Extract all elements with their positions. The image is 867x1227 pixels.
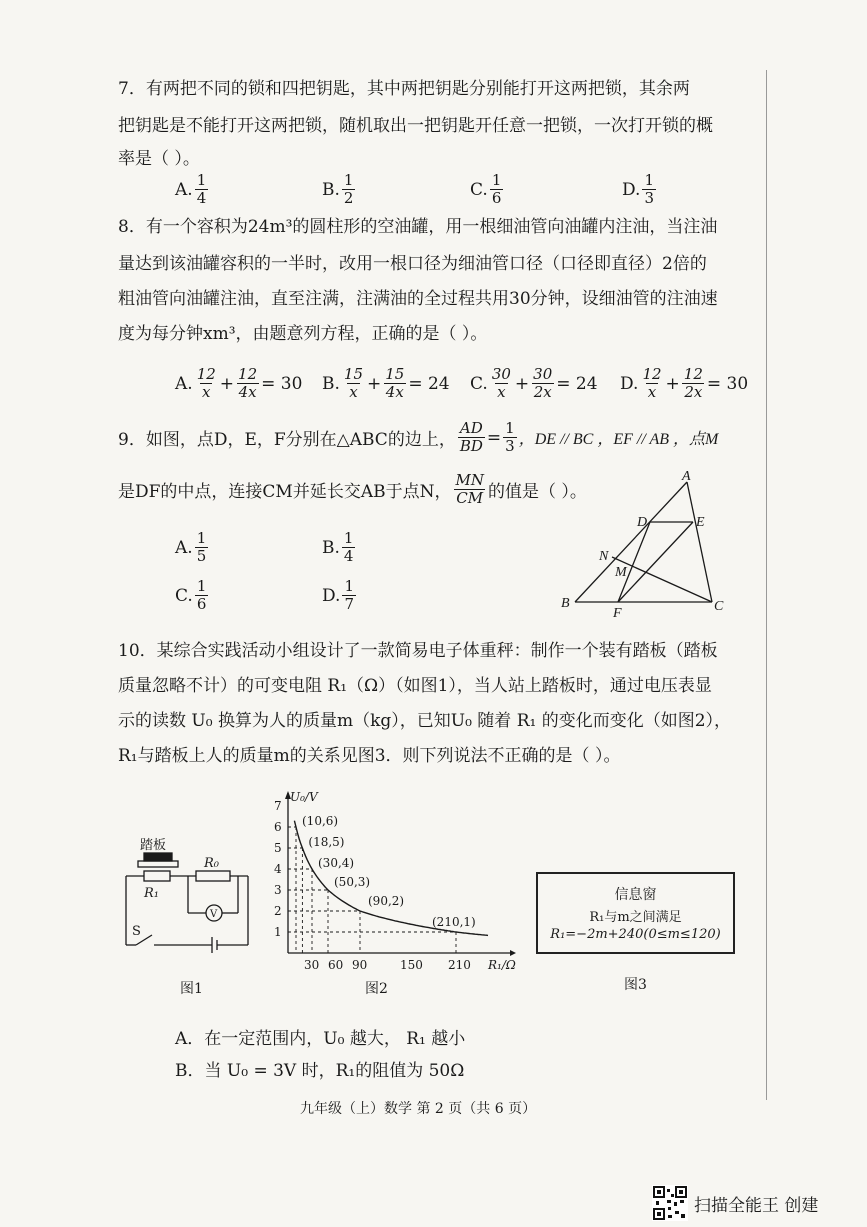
x-tick-label: 90	[352, 958, 368, 972]
y-tick-label: 7	[274, 799, 282, 813]
y-tick-label: 4	[274, 862, 282, 876]
label-m: M	[615, 565, 627, 580]
label-f: F	[613, 606, 622, 620]
x-tick-label: 150	[400, 958, 423, 972]
info-title: 信息窗	[614, 887, 657, 903]
point-label: (90,2)	[368, 894, 405, 908]
label-c: C	[714, 599, 724, 614]
y-axis-label: U₀/V	[290, 790, 318, 804]
q7-option-b: B. $\frac{1}{2}$	[322, 171, 354, 207]
fig1-circuit	[118, 835, 258, 960]
q10-option-b: B．当 U₀ = 3V 时，R₁的阻值为 50Ω	[175, 1061, 465, 1081]
x-axis-arrow	[510, 950, 516, 956]
q10-option-a: A．在一定范围内，U₀ 越大， R₁ 越小	[175, 1029, 466, 1049]
point-label: (18,5)	[308, 835, 345, 849]
q7-option-a: A. $\frac{1}{4}$	[175, 171, 207, 207]
fig1-caption: 图1	[180, 981, 203, 997]
label-e: E	[696, 515, 705, 530]
q9-triangle-figure	[555, 470, 735, 620]
info-line-2: R₁=−2m+240(0≤m≤120)	[550, 927, 721, 942]
q10-line-3: 示的读数 U₀ 换算为人的质量m（kg），已知U₀ 随着 R₁ 的变化而变化（如图2），	[118, 711, 732, 731]
margin-line	[766, 70, 767, 1100]
q8-option-d: D. $\frac{12}{x}$ + $\frac{12}{2x}$ = 30	[620, 365, 749, 401]
fig2-caption: 图2	[365, 981, 388, 997]
r0-resistor	[196, 871, 230, 881]
r1-label: R₁	[144, 886, 159, 901]
q8-line-4: 度为每分钟xm³，由题意列方程，正确的是（ ）。	[118, 324, 488, 344]
q7-option-c: C. $\frac{1}{6}$	[470, 171, 502, 207]
q9-option-c: C. $\frac{1}{6}$	[175, 577, 207, 613]
point-label: (10,6)	[302, 814, 339, 828]
q7-option-d: D. $\frac{1}{3}$	[622, 171, 654, 207]
q8-line-3: 粗油管向油罐注油，直至注满，注满油的全过程共用30分钟，设细油管的注油速	[118, 289, 718, 309]
label-b: B	[561, 596, 570, 611]
q9-option-b: B. $\frac{1}{4}$	[322, 529, 354, 565]
x-tick-label: 30	[304, 958, 320, 972]
v-label: V	[210, 909, 218, 920]
y-tick-label: 1	[274, 925, 282, 939]
side-ac	[687, 482, 712, 602]
y-tick-label: 2	[274, 904, 282, 918]
q9-option-a: A. $\frac{1}{5}$	[175, 529, 207, 565]
qr-code-icon	[652, 1185, 688, 1221]
q10-line-1: 10．某综合实践活动小组设计了一款简易电子体重秤：制作一个装有踏板（踏板	[118, 641, 718, 661]
x-tick-label: 210	[448, 958, 471, 972]
q8-option-c: C. $\frac{30}{x}$ + $\frac{30}{2x}$ = 24	[470, 365, 598, 401]
q8-line-1: 8．有一个容积为24m³的圆柱形的空油罐，用一根细油管向油罐内注油，当注油	[118, 217, 718, 237]
s-label: S	[132, 924, 141, 939]
segment-ef	[618, 522, 693, 602]
q9-line-1: 9．如图，点D，E，F分别在△ABC的边上， $\frac{AD}{BD}$ = $\frac{1}{3}$ ，DE // BC ，EF // AB ，点M	[118, 419, 719, 455]
pedal-plate	[138, 861, 178, 867]
q10-line-4: R₁与踏板上人的质量m的关系见图3．则下列说法不正确的是（ ）。	[118, 746, 621, 766]
fig3-caption: 图3	[624, 977, 647, 993]
q9-option-d: D. $\frac{1}{7}$	[322, 577, 354, 613]
point-label: (210,1)	[432, 915, 476, 929]
page-footer: 九年级（上）数学 第 2 页（共 6 页）	[300, 1101, 537, 1117]
q8-option-a: A. $\frac{12}{x}$ + $\frac{12}{4x}$ = 30	[175, 365, 303, 401]
y-tick-label: 6	[274, 820, 282, 834]
x-axis-label: R₁/Ω	[488, 958, 516, 972]
scanner-text: 扫描全能王 创建	[694, 1195, 819, 1216]
q8-line-2: 量达到该油罐容积的一半时，改用一根口径为细油管口径（口径即直径）2倍的	[118, 254, 707, 274]
r0-label: R₀	[204, 856, 219, 871]
y-tick-label: 5	[274, 841, 282, 855]
q9-line-2: 是DF的中点，连接CM并延长交AB于点N， $\frac{MN}{CM}$ 的值是（ ）。	[118, 471, 587, 507]
q8-option-b: B. $\frac{15}{x}$ + $\frac{15}{4x}$ = 24	[322, 365, 450, 401]
label-d: D	[637, 515, 648, 530]
point-label: (30,4)	[318, 856, 355, 870]
r1-resistor	[144, 871, 170, 881]
label-a: A	[682, 470, 691, 484]
q7-line-2: 把钥匙是不能打开这两把锁，随机取出一把钥匙开任意一把锁，一次打开锁的概	[118, 116, 713, 136]
scanner-watermark	[652, 1185, 818, 1221]
x-tick-label: 60	[328, 958, 344, 972]
point-label: (50,3)	[334, 875, 371, 889]
q10-line-2: 质量忽略不计）的可变电阻 R₁（Ω）（如图1），当人站上踏板时，通过电压表显	[118, 676, 712, 696]
label-n: N	[599, 549, 609, 564]
q7-line-3: 率是（ ）。	[118, 149, 200, 169]
fig3-info-window	[536, 872, 735, 954]
y-tick-label: 3	[274, 883, 282, 897]
info-line-1: R₁与m之间满足	[589, 910, 682, 925]
pedal-label: 踏板	[140, 838, 167, 853]
fig2-chart	[258, 785, 523, 975]
q7-line-1: 7．有两把不同的锁和四把钥匙，其中两把钥匙分别能打开这两把锁，其余两	[118, 79, 690, 99]
side-ab	[575, 482, 687, 602]
pedal-top	[144, 853, 172, 861]
